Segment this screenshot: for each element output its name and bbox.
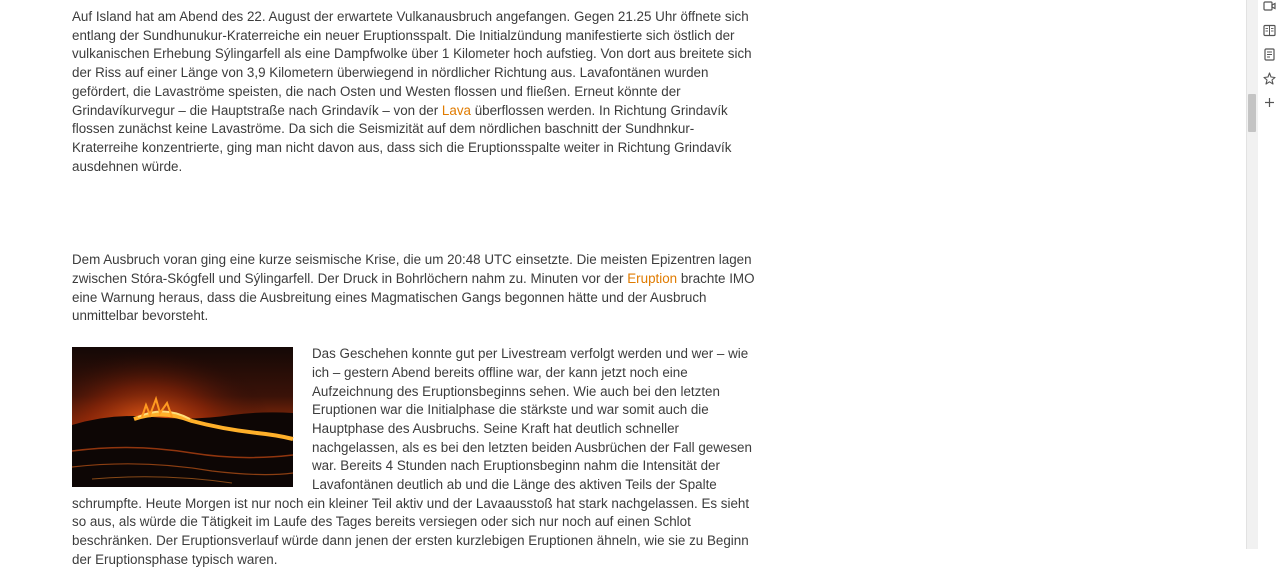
eruption-photo [72,347,293,487]
plus-icon[interactable] [1263,96,1276,109]
page-scrollbar-thumb[interactable] [1248,94,1256,132]
article-body [72,8,758,570]
paragraph-2-text-end: brachte IMO eine Warnung heraus, dass die Ausbreitung eines Magmatischen Gangs begonnen hätte und der Ausbruch unmittelbar bevorsteht. [72,271,755,324]
article-paragraph-2 [72,251,758,326]
paragraph-1-text-end: überflossen werden. In Richtung Grindavík flossen zunächst keine Lavaströme. Da sich die Seismizität auf dem nördlichen baschnitt der Sundhnkur-Kraterreihe konzentrierte, ging man nicht davon aus, dass sich die Eruptionsspalte weiter in Richtung Grindavík ausdehnen würde. [72,102,732,174]
article-paragraph-1 [72,8,758,176]
paragraph-1-text: Auf Island hat am Abend des 22. August der erwartete Vulkanausbruch angefangen. Gegen 21.25 Uhr öffnete sich entlang der Sundhunukur-Kraterreiche ein neuer Eruptionsspalt. Die Initialzündung manifestierte sich östlich der vulkanischen Erhebung Sýlingarfell als eine Dampfwolke über 1 Kilometer hoch aufstieg. Von dort aus breitete sich der Riss auf einer Länge von 3,9 Kilometern überwiegend in nördlicher Richtung aus. Lavafontänen wurden gefördert, die Lavaströme speisten, die nach Osten und Westen flossen und fließen. Erneut könnte der Grindavíkurvegur – die Hauptstraße nach Grindavík – von der [72,9,752,118]
lava-link[interactable]: Lava [441,102,471,118]
video-icon[interactable] [1263,0,1276,13]
paragraph-2-text: Dem Ausbruch voran ging eine kurze seismische Krise, die um 20:48 UTC einsetzte. Die meisten Epizentren lagen zwischen Stóra-Skógfell und Sýlingarfell. Der Druck in Bohrlöchern nahm zu. Minuten vor der [72,252,752,287]
bookmark-list-icon[interactable] [1263,48,1276,61]
sparkle-star-icon[interactable] [1263,72,1276,85]
article-paragraph-3 [72,345,758,569]
eruption-link[interactable]: Eruption [627,271,678,287]
reader-icon[interactable] [1263,24,1276,37]
paragraph-3-text: Das Geschehen konnte gut per Livestream verfolgt werden und wer – wie ich – gestern Abend bereits offline war, der kann jetzt noch eine Aufzeichnung des Eruptionsbeginns sehen. Wie auch bei den letzten Eruptionen war die Initialphase die stärkste und war somit auch die Hauptphase des Ausbruchs. Seine Kraft hat deutlich schneller nachgelassen, als es bei den letzten beiden Ausbrüchen der Fall gewesen war. Bereits 4 Stunden nach Eruptionsbeginn nahm die Intensität der Lavafontänen deutlich ab und die Länge des aktiven Teils der Spalte schrumpfte. Heute Morgen ist nur noch ein kleiner Teil aktiv und der Lavaausstoß hat stark nachgelassen. Es sieht so aus, als würde die Tätigkeit im Laufe des Tages bereits versiegen oder sich nur noch auf einen Schlot beschränken. Der Eruptionsverlauf würde dann jenen der ersten kurzlebigen Eruptionen ähneln, wie sie zu Beginn der Eruptionsphase typisch waren. [72,346,752,567]
browser-side-panel [1258,0,1280,549]
